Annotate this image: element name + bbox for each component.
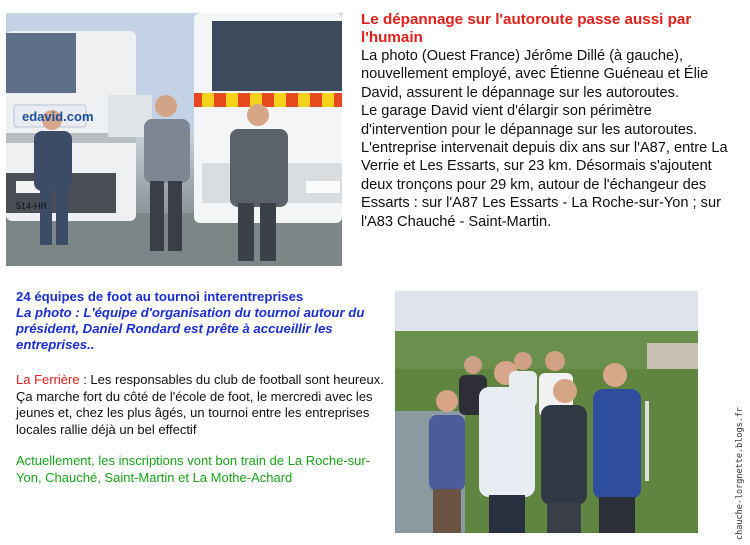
headline-tournoi: 24 équipes de foot au tournoi interentreprises xyxy=(16,289,304,304)
body-depannage: Le garage David vient d'élargir son périmètre d'intervention pour le dépannage sur les autoroutes. L'entreprise intervenait depuis dix ans sur l'A87, entre La Verrie et Les Essarts, sur 23 km. Désormais s'ajoutent deux tronçons pour 29 km, autour de l'échangeur des Essarts : sur l'A87 Les Essarts - La Roche-sur-Yon ; sur l'A83 Chauché - Saint-Martin. xyxy=(361,103,728,230)
tow-truck-photo xyxy=(6,13,342,266)
body-tournoi xyxy=(16,372,384,438)
headline-depannage: Le dépannage sur l'autoroute passe aussi par l'humain xyxy=(361,11,692,46)
article-depannage xyxy=(361,11,739,231)
body-tournoi-text: : Les responsables du club de football sont heureux. Ça marche fort du côté de l'école de foot, le mercredi avec les jeunes et, chez les plus âgés, un tournoi entre les entreprises locales rallie déjà un bel effectif xyxy=(16,372,384,437)
watermark xyxy=(732,390,746,540)
plate-text: 514-HR xyxy=(16,201,48,211)
article-tournoi xyxy=(16,289,384,487)
closing-tournoi: Actuellement, les inscriptions vont bon train de La Roche-sur-Yon, Chauché, Saint-Martin et La Mothe-Achard xyxy=(16,453,371,485)
truck-sign-text: edavid.com xyxy=(22,109,94,124)
football-team-photo xyxy=(395,291,698,533)
caption-depannage: La photo (Ouest France) Jérôme Dillé (à gauche), nouvellement employé, avec Étienne Guéneau et Élie David, assurent le dépannage sur les autoroutes. xyxy=(361,48,709,101)
place-name: La Ferrière xyxy=(16,372,80,387)
caption-tournoi: La photo : L'équipe d'organisation du tournoi autour du président, Daniel Rondard est prête à accueillir les entreprises.. xyxy=(16,305,365,352)
watermark-text: chauche-lorgnette.blogs.fr xyxy=(735,406,745,540)
